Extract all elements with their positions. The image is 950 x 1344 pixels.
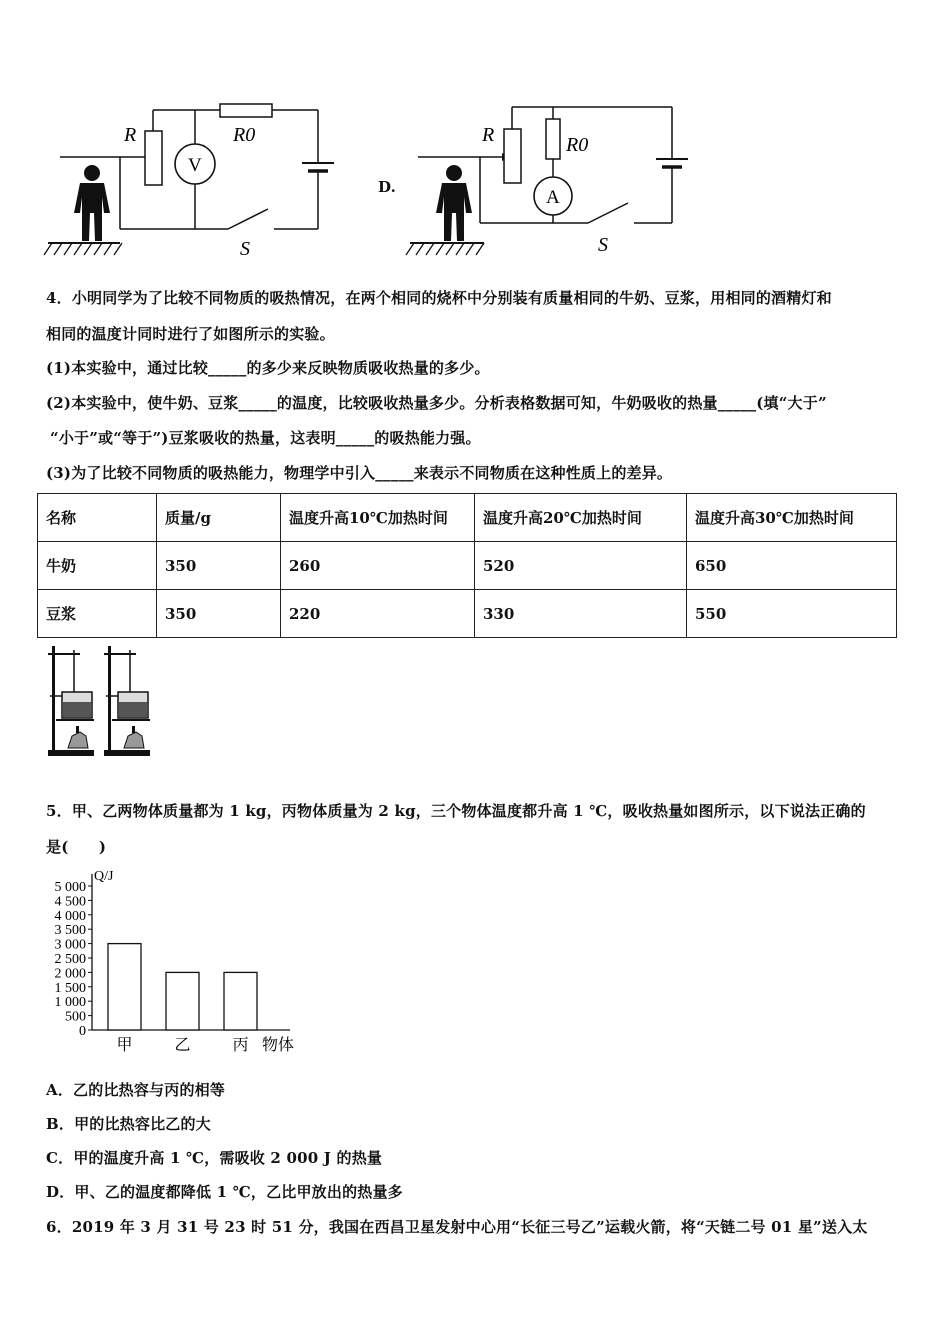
switch-label: S [240, 238, 250, 260]
table-header-cell: 温度升高30℃加热时间 [687, 494, 897, 542]
y-tick-label: 3 000 [54, 937, 86, 953]
table-header-cell: 温度升高20℃加热时间 [475, 494, 687, 542]
category-label: 甲 [116, 1037, 133, 1054]
apparatus-right [104, 646, 150, 756]
r0-label: R0 [566, 134, 589, 156]
q4-line-1: 4．小明同学为了比较不同物质的吸热情况，在两个相同的烧杯中分别装有质量相同的牛奶、豆浆，用相同的酒精灯和 [46, 289, 832, 307]
q5-option-c: C．甲的温度升高 1 ℃，需吸收 2 000 J 的热量 [46, 1149, 383, 1167]
category-label: 丙 [232, 1037, 249, 1054]
category-label: 乙 [174, 1037, 191, 1054]
q4-line-2: 相同的温度计同时进行了如图所示的实验。 [46, 325, 335, 343]
q6-line-1: 6．2019 年 3 月 31 号 23 时 51 分，我国在西昌卫星发射中心用“长征三号乙”运载火箭，将“天链二号 01 星”送入太 [46, 1218, 868, 1236]
table-cell: 350 [157, 542, 281, 590]
heat-bar-chart [40, 864, 310, 1059]
table-header-cell: 温度升高10℃加热时间 [281, 494, 475, 542]
q4-line-4: (2)本实验中，使牛奶、豆浆_____的温度，比较吸收热量多少。分析表格数据可知，牛奶吸收的热量_____(填“大于” [46, 394, 827, 412]
heating-apparatus-illustration [44, 640, 164, 762]
y-tick-label: 4 000 [54, 908, 86, 924]
y-tick-label: 1 000 [54, 995, 86, 1011]
table-row [38, 542, 897, 590]
circuit-diagram-ammeter [404, 95, 694, 265]
heating-data-table [37, 493, 897, 638]
y-tick-label: 500 [65, 1009, 86, 1025]
y-tick-label: 2 500 [54, 952, 86, 967]
y-tick-label: 4 500 [54, 894, 86, 910]
option-d-label: D. [378, 178, 397, 196]
bar-2 [224, 972, 257, 1030]
q5-line-2: 是( ) [46, 838, 107, 856]
switch-label: S [598, 234, 608, 256]
y-tick-label: 1 500 [54, 980, 86, 996]
table-cell: 220 [281, 590, 475, 638]
y-tick-label: 0 [79, 1024, 86, 1039]
y-axis-label: Q/J [94, 869, 114, 884]
q5-line-1: 5．甲、乙两物体质量都为 1 kg，丙物体质量为 2 kg，三个物体温度都升高 1 ℃，吸收热量如图所示，以下说法正确的 [46, 802, 866, 820]
y-tick-label: 5 000 [54, 880, 86, 895]
rheostat-label: R [124, 124, 137, 146]
table-cell: 260 [281, 542, 475, 590]
table-cell: 550 [687, 590, 897, 638]
table-cell: 650 [687, 542, 897, 590]
table-cell: 520 [475, 542, 687, 590]
table-cell: 牛奶 [38, 542, 157, 590]
table-header-cell: 质量/g [157, 494, 281, 542]
bar-0 [108, 944, 141, 1030]
r0-label: R0 [233, 124, 256, 146]
apparatus-left [48, 646, 94, 756]
table-cell: 350 [157, 590, 281, 638]
rheostat-label: R [482, 124, 495, 146]
q5-option-d: D．甲、乙的温度都降低 1 ℃，乙比甲放出的热量多 [46, 1183, 403, 1201]
q5-option-a: A．乙的比热容与丙的相等 [46, 1081, 226, 1099]
q4-line-6: (3)为了比较不同物质的吸热能力，物理学中引入_____来表示不同物质在这种性质上的差异。 [46, 464, 673, 482]
voltmeter-label: V [188, 155, 202, 176]
table-header-row [38, 494, 897, 542]
y-tick-label: 3 500 [54, 923, 86, 939]
person-icon [74, 165, 110, 241]
ammeter-label: A [546, 187, 560, 208]
y-tick-label: 2 000 [54, 966, 86, 982]
q4-line-3: (1)本实验中，通过比较_____的多少来反映物质吸收热量的多少。 [46, 359, 490, 377]
x-axis-label: 物体 [262, 1037, 295, 1054]
person-icon [436, 165, 472, 241]
q5-option-b: B．甲的比热容比乙的大 [46, 1115, 211, 1133]
q4-line-5: “小于”或“等于”)豆浆吸收的热量，这表明_____的吸热能力强。 [50, 429, 481, 447]
table-cell: 豆浆 [38, 590, 157, 638]
table-row [38, 590, 897, 638]
circuit-diagram-voltmeter [40, 95, 340, 265]
table-header-cell: 名称 [38, 494, 157, 542]
table-cell: 330 [475, 590, 687, 638]
bar-1 [166, 972, 199, 1030]
